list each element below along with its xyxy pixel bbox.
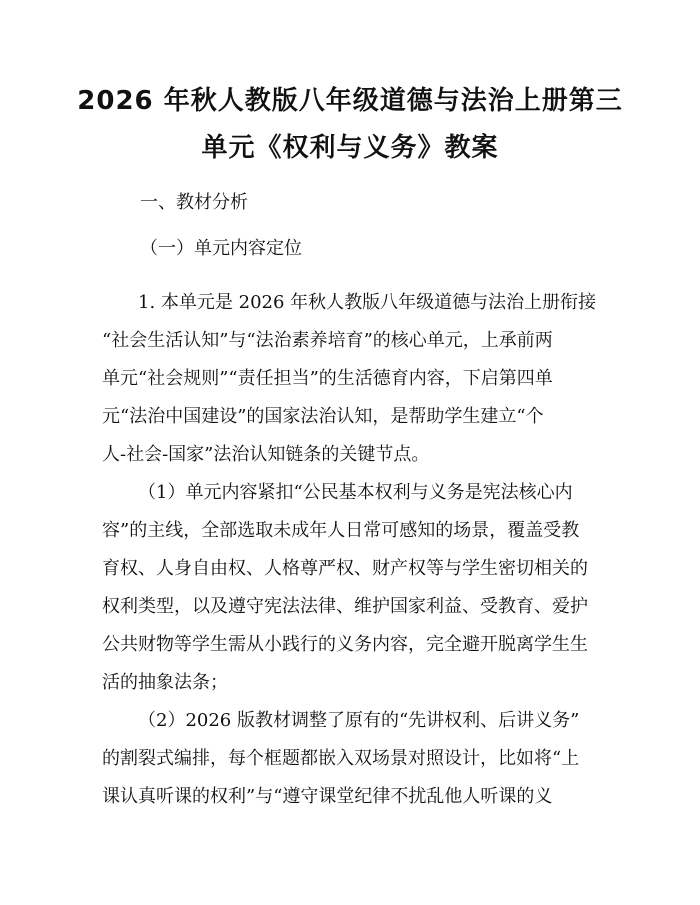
paragraph-1 — [102, 284, 602, 474]
subsection-heading: （一）单元内容定位 — [140, 238, 302, 259]
paragraph-line: 容”的主线，全部选取未成年人日常可感知的场景，覆盖受教 — [102, 520, 580, 541]
paragraph-line: 人-社会-国家”法治认知链条的关键节点。 — [102, 444, 430, 465]
paragraph-line: 权利类型，以及遵守宪法法律、维护国家利益、受教育、爱护 — [102, 596, 588, 617]
paragraph-line: 活的抽象法条； — [102, 672, 228, 693]
paragraph-line: 育权、人身自由权、人格尊严权、财产权等与学生密切相关的 — [102, 558, 588, 579]
paragraph-line: 的割裂式编排，每个框题都嵌入双场景对照设计，比如将“上 — [102, 748, 580, 769]
paragraph-line: 公共财物等学生需从小践行的义务内容，完全避开脱离学生生 — [102, 634, 588, 655]
paragraph-line: （2）2026 版教材调整了原有的“先讲权利、后讲义务” — [138, 710, 580, 731]
paragraph-line: 单元“社会规则”“责任担当”的生活德育内容，下启第四单 — [102, 368, 553, 389]
paragraph-2 — [102, 474, 602, 702]
section-heading: 一、教材分析 — [140, 192, 248, 213]
document-title-line-2: 单元《权利与义务》教案 — [201, 133, 499, 163]
paragraph-line: （1）单元内容紧扣“公民基本权利与义务是宪法核心内 — [138, 482, 573, 503]
paragraph-line: 课认真听课的权利”与“遵守课堂纪律不扰乱他人听课的义 — [102, 786, 553, 807]
paragraph-3 — [102, 702, 602, 816]
document-title-line-1: 2026 年秋人教版八年级道德与法治上册第三 — [77, 86, 623, 116]
paragraph-line: 元“法治中国建设”的国家法治认知，是帮助学生建立“个 — [102, 406, 544, 427]
paragraph-line: “社会生活认知”与“法治素养培育”的核心单元，上承前两 — [102, 330, 553, 351]
paragraph-line: 1. 本单元是 2026 年秋人教版八年级道德与法治上册衔接 — [138, 292, 597, 313]
